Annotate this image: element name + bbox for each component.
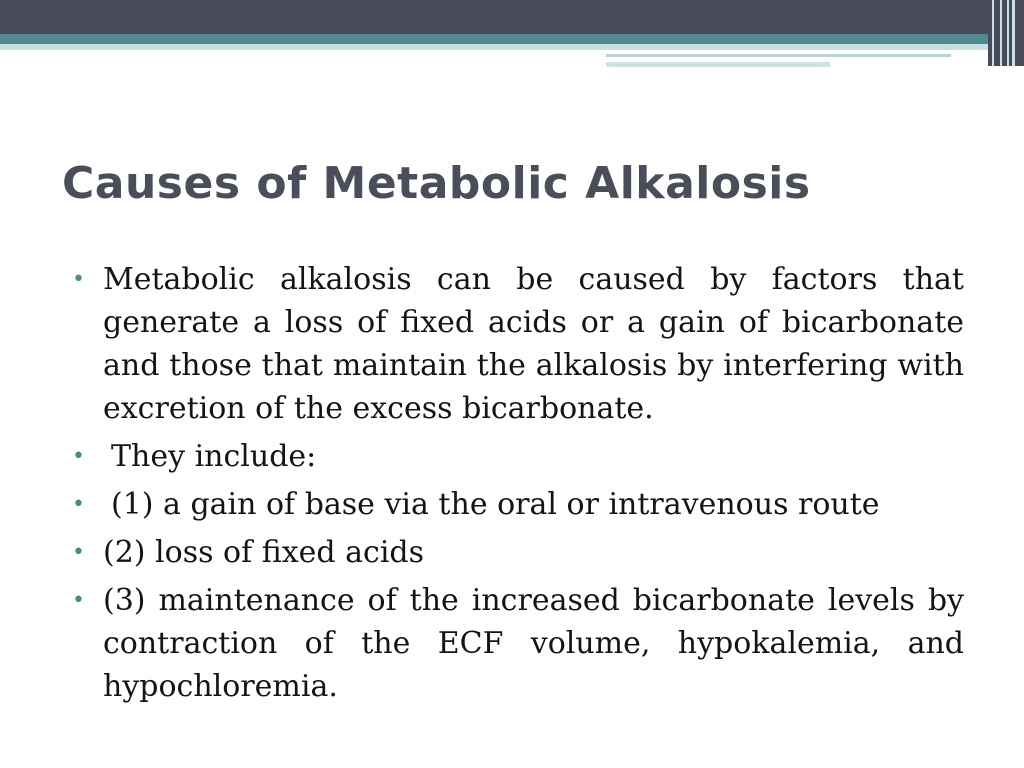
- header-band-dark: [0, 0, 1024, 34]
- bullet-item: [72, 483, 964, 526]
- bullet-icon: •: [72, 444, 85, 469]
- corner-stripe: [1012, 0, 1015, 66]
- corner-stripe: [992, 0, 994, 66]
- slide-title: Causes of Metabolic Alkalosis: [62, 158, 811, 209]
- bullet-icon: •: [72, 492, 85, 517]
- header-band-teal: [0, 34, 1024, 44]
- header-rule: [606, 54, 951, 57]
- header-rule-secondary: [606, 62, 830, 67]
- bullet-text: (3) maintenance of the increased bicarbonate levels by contraction of the ECF volume, hypokalemia, and hypochloremia.: [103, 583, 964, 704]
- bullet-icon: •: [72, 588, 85, 613]
- bullet-text: They include:: [111, 439, 317, 474]
- bullet-text: Metabolic alkalosis can be caused by factors that generate a loss of fixed acids or a gain of bicarbonate and those that maintain the alkalosis by interfering with excretion of the excess bicarbonate.: [103, 262, 964, 426]
- bullet-item: [72, 579, 964, 708]
- corner-stripe: [1007, 0, 1009, 66]
- bullet-item: [72, 258, 964, 430]
- corner-stripe: [1000, 0, 1002, 66]
- bullet-list: [72, 258, 964, 713]
- bullet-item: [72, 435, 964, 478]
- bullet-icon: •: [72, 540, 85, 565]
- bullet-text: (2) loss of fixed acids: [103, 535, 425, 570]
- bullet-icon: •: [72, 267, 85, 292]
- bullet-item: [72, 531, 964, 574]
- header-band-light: [0, 44, 1024, 50]
- bullet-text: (1) a gain of base via the oral or intravenous route: [111, 487, 880, 522]
